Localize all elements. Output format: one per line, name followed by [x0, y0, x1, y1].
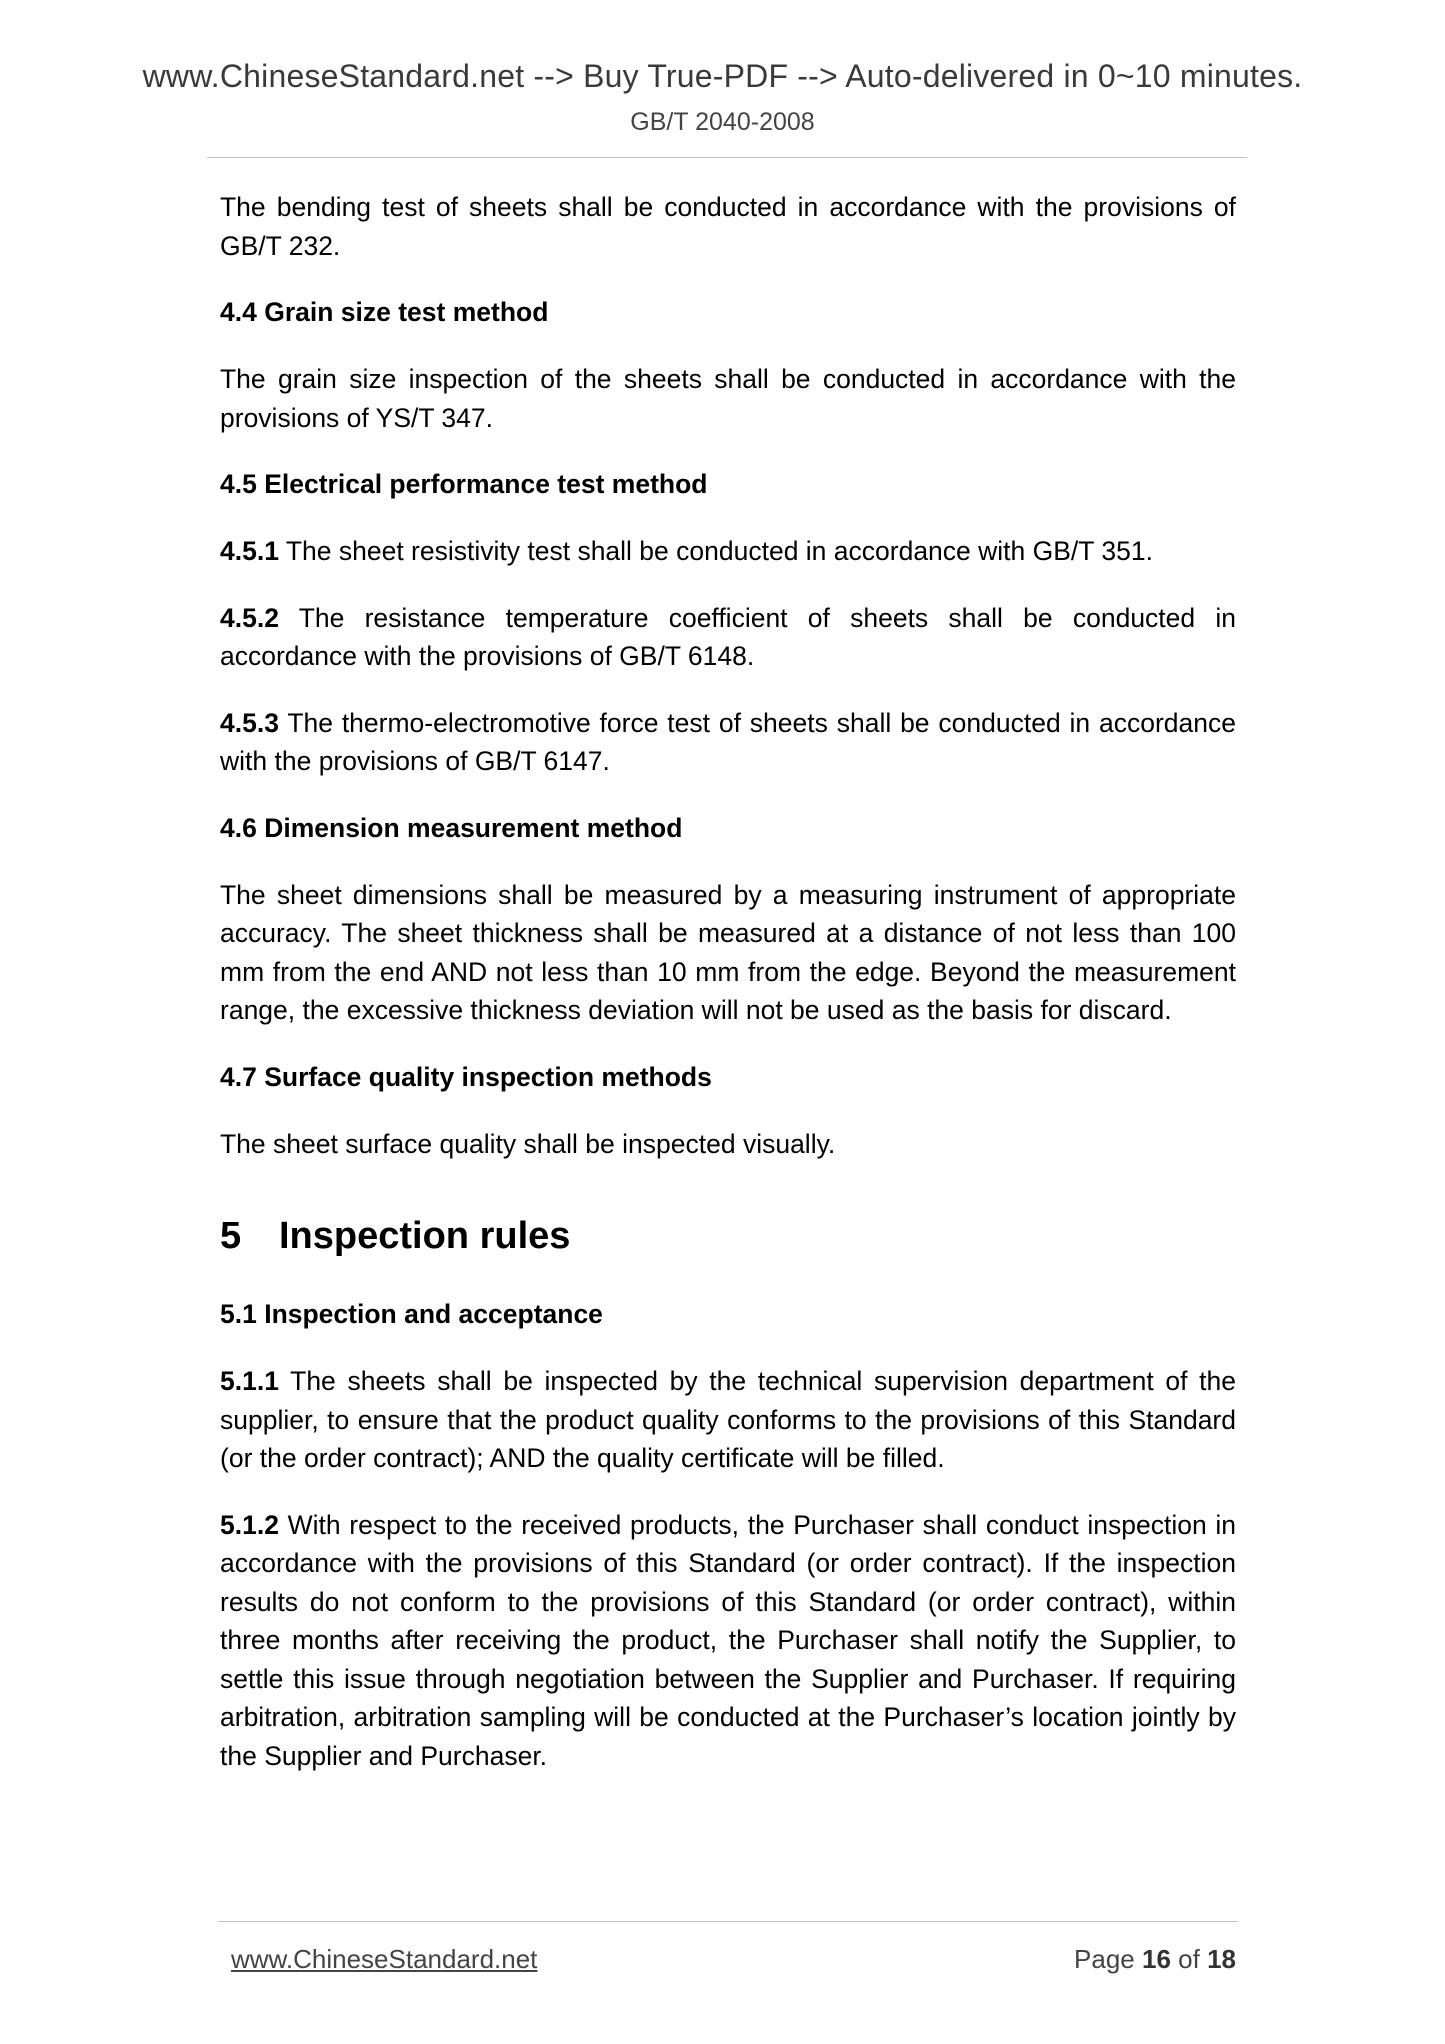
- page-counter: [1074, 1944, 1236, 1975]
- paragraph-4-7: The sheet surface quality shall be inspected visually.: [220, 1128, 836, 1159]
- heading-4-4: 4.4 Grain size test method: [220, 297, 549, 327]
- footer-site-link[interactable]: www.ChineseStandard.net: [231, 1944, 538, 1974]
- chapter-heading-5: [220, 1211, 1236, 1261]
- header-divider: [207, 157, 1247, 158]
- page-word: Page: [1074, 1944, 1135, 1974]
- heading-4-5: 4.5 Electrical performance test method: [220, 469, 708, 499]
- paragraph-4-4: The grain size inspection of the sheets shall be conducted in accordance with the provisions of YS/T 347.: [220, 364, 1236, 433]
- paragraph-4-5-2: [220, 599, 1236, 676]
- clause-text: The resistance temperature coefficient of sheets shall be conducted in accordance with the provisions of GB/T 6148.: [220, 602, 1236, 671]
- clause-number: 5.1.1: [220, 1366, 279, 1396]
- standard-code: GB/T 2040-2008: [630, 108, 815, 136]
- heading-4-6: 4.6 Dimension measurement method: [220, 812, 683, 843]
- paragraph-4-6: The sheet dimensions shall be measured by a measuring instrument of appropriate accuracy. The sheet thickness shall be measured at a distance of not less than 100 mm from the end AND not less than 10 mm from the edge. Beyond the measurement range, the excessive thickness deviation will not be used as the basis for discard.: [220, 879, 1236, 1025]
- clause-text: The sheets shall be inspected by the technical supervision department of the supplier, to ensure that the product quality conforms to the provisions of this Standard (or the order contract); AND the quality certificate will be filled.: [220, 1366, 1236, 1473]
- chapter-title: Inspection rules: [279, 1215, 571, 1257]
- clause-text: With respect to the received products, the Purchaser shall conduct inspection in accordance with the provisions of this Standard (or order contract). If the inspection results do not conform to the provisions of this Standard (or order contract), within three months after receiving the product, the Purchaser shall notify the Supplier, to settle this issue through negotiation between the Supplier and Purchaser. If requiring arbitration, arbitration sampling will be conducted at the Purchaser’s location jointly by the Supplier and Purchaser.: [220, 1509, 1236, 1771]
- header-banner: www.ChineseStandard.net --> Buy True-PDF --> Auto-delivered in 0~10 minutes.: [142, 58, 1303, 94]
- document-body: [220, 188, 1236, 1803]
- paragraph-4-5-3: [220, 704, 1236, 781]
- heading-5-1: 5.1 Inspection and acceptance: [220, 1299, 603, 1329]
- total-page-number: 18: [1207, 1944, 1236, 1974]
- clause-number: 4.5.2: [220, 602, 279, 633]
- paragraph-bending-test: The bending test of sheets shall be conducted in accordance with the provisions of GB/T 232.: [220, 192, 1236, 261]
- paragraph-4-5-1: [220, 532, 1236, 571]
- clause-number: 5.1.2: [220, 1509, 279, 1540]
- clause-number: 4.5.1: [220, 536, 279, 566]
- clause-text: The sheet resistivity test shall be conducted in accordance with GB/T 351.: [278, 536, 1153, 566]
- current-page-number: 16: [1142, 1944, 1171, 1974]
- paragraph-5-1-2: [220, 1506, 1236, 1776]
- chapter-number: 5: [220, 1215, 242, 1257]
- clause-text: The thermo-electromotive force test of sheets shall be conducted in accordance with the provisions of GB/T 6147.: [220, 707, 1236, 776]
- paragraph-5-1-1: [220, 1362, 1236, 1478]
- clause-number: 4.5.3: [220, 707, 279, 738]
- heading-4-7: 4.7 Surface quality inspection methods: [220, 1061, 712, 1092]
- of-word: of: [1178, 1944, 1200, 1974]
- footer-divider: [218, 1921, 1238, 1922]
